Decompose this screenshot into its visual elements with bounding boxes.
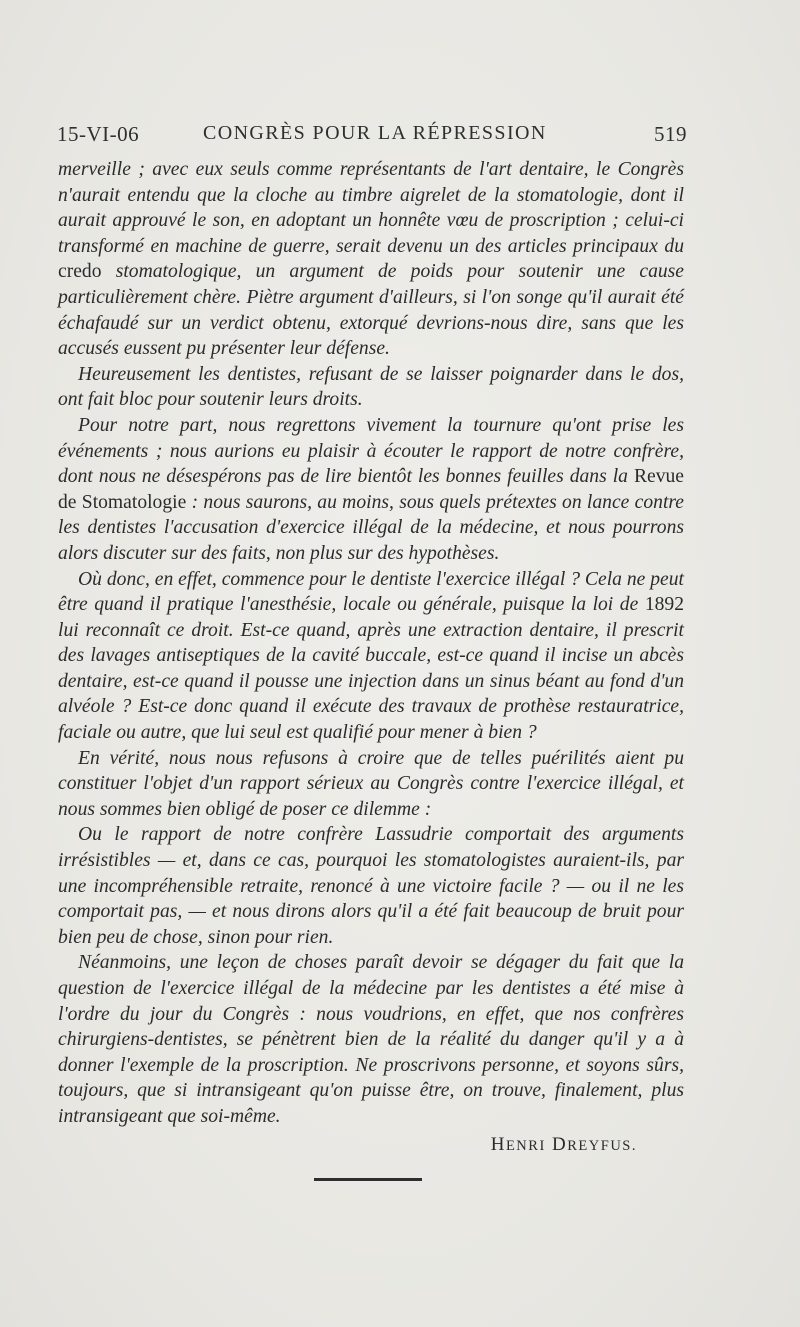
header-title: CONGRÈS POUR LA RÉPRESSION: [203, 122, 547, 144]
paragraph: [58, 413, 684, 567]
text-segment: stomatologique, un argument de poids pour soutenir une cause particulièrement chère. Piètre argument d'ailleurs, si l'on songe qu'il aurait été échafaudé sur un verdict obtenu, extorqué devrions-nous dire, sans que les accusés eussent pu présenter leur défense.: [58, 261, 684, 360]
paragraph: [58, 157, 684, 362]
text-segment: Ou le rapport de notre confrère Lassudrie comportait des arguments irrésistibles — et, dans ce cas, pourquoi les stomatologistes auraient-ils, par une incompréhensible retraite, renoncé à une victoire facile ? — ou il ne les comportait pas, — et nous dirons alors qu'il a été fait beaucoup de bruit pour bien peu de chose, sinon pour rien.: [58, 824, 684, 948]
author-signature: [470, 1134, 637, 1156]
text-segment: Néanmoins, une leçon de choses paraît devoir se dégager du fait que la question de l'exercice illégal de la médecine par les dentistes a été mise à l'ordre du jour du Congrès : nous voudrions, en effet, que nos confrères chirurgiens-dentistes, se pénètrent bien de la réalité du danger qu'il y a à donner l'exemple de la proscription. Ne proscrivons personne, et soyons sûrs, toujours, que si intransigeant qu'on puisse être, on trouve, finalement, plus intransigeant que soi-même.: [58, 952, 684, 1127]
paragraph: [58, 362, 684, 413]
signature-first-rest: ENRI: [505, 1138, 546, 1154]
text-segment: lui reconnaît ce droit. Est-ce quand, après une extraction dentaire, il prescrit des lavages antiseptiques de la cavité buccale, est-ce quand il incise un abcès dentaire, est-ce quand il pousse une injection dans un sinus béant au fond d'un alvéole ? Est-ce donc quand il exécute des travaux de prothèse restauratrice, faciale ou autre, que lui seul est qualifié pour mener à bien ?: [58, 619, 684, 744]
upright-text-segment: 1892: [644, 594, 684, 616]
signature-last-rest: REYFUS.: [567, 1138, 637, 1154]
closing-rule: [314, 1178, 422, 1181]
paragraph: [58, 950, 684, 1129]
signature-first-initial: H: [490, 1134, 506, 1155]
upright-text-segment: Revue de Stomatologie: [58, 466, 684, 513]
text-segment: merveille ; avec eux seuls comme représentants de l'art dentaire, le Congrès n'aurait entendu que la cloche au timbre aigrelet de la stomatologie, dont il aurait approuvé le son, en adoptant un honnête vœu de proscription ; celui-ci transformé en machine de guerre, serait devenu un des articles principaux du: [58, 159, 684, 257]
text-segment: : nous saurons, au moins, sous quels prétextes on lance contre les dentistes l'accusation d'exercice illégal de la médecine, et nous pourrons alors discuter sur des faits, non plus sur des hypothèses.: [58, 491, 684, 564]
header-date: 15-VI-06: [57, 122, 140, 146]
article-body: [58, 157, 684, 1130]
text-segment: En vérité, nous nous refusons à croire que de telles puérilités aient pu constituer l'objet d'un rapport sérieux au Congrès contre l'exercice illégal, et nous sommes bien obligé de poser ce dilemme :: [58, 747, 684, 820]
text-segment: Heureusement les dentistes, refusant de se laisser poignarder dans le dos, ont fait bloc pour soutenir leurs droits.: [58, 363, 684, 411]
paragraph: [58, 567, 684, 746]
signature-last-initial: D: [552, 1134, 568, 1155]
paragraph: [58, 746, 684, 823]
running-header: [57, 122, 687, 152]
paragraph: [58, 822, 684, 950]
text-segment: Pour notre part, nous regrettons vivement la tournure qu'ont prise les événements ; nous aurions eu plaisir à écouter le rapport de notre confrère, dont nous ne désespérons pas de lire bientôt les bonnes feuilles dans la: [58, 414, 684, 488]
page-number: 519: [654, 122, 687, 146]
text-segment: Où donc, en effet, commence pour le dentiste l'exercice illégal ? Cela ne peut être quand il pratique l'anesthésie, locale ou générale, puisque la loi de: [58, 568, 684, 616]
upright-text-segment: credo: [58, 261, 102, 283]
